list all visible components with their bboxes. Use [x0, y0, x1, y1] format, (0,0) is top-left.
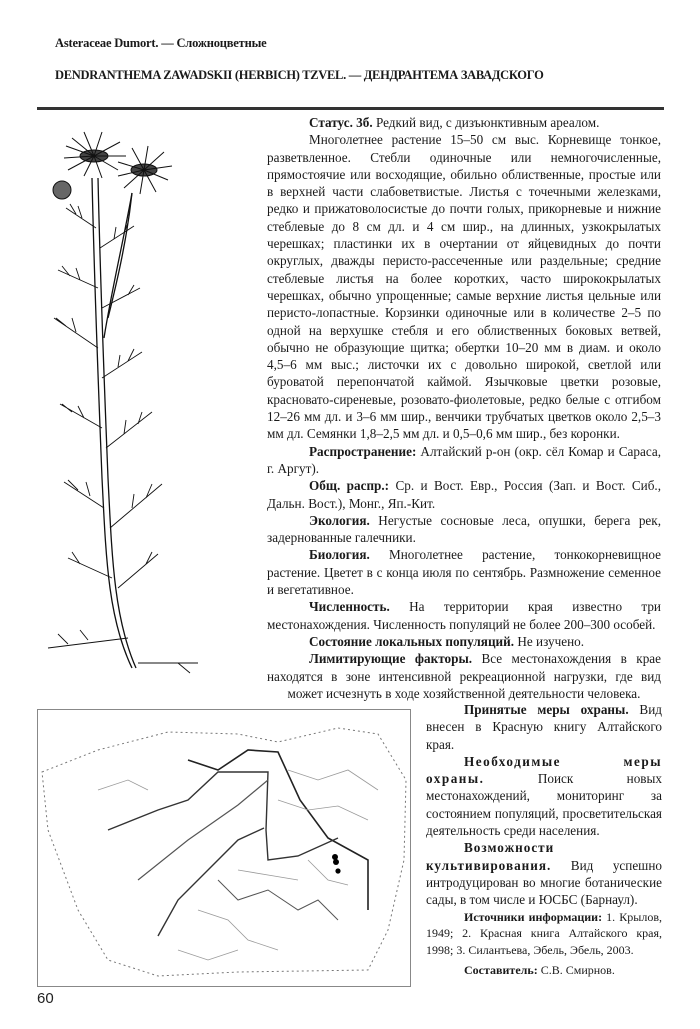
distribution-text: Алтайский р-он (окр. сёл Комар и Сараса, г. Аргут). [267, 443, 661, 476]
distribution-map [37, 709, 411, 987]
limiting-factors-text: Все местонахождения в крае находятся в зоне интенсивной рекреационной нагрузки, где вид может исчезнуть в ходе хозяйственной деятельности человека. [267, 651, 661, 701]
page-number: 60 [37, 990, 54, 1007]
abundance-text: На территории края известно три местонахождения. Численность популяций не более 200–300 особей. [267, 599, 661, 632]
local-populations-text: Не изучено. [514, 633, 585, 649]
sources-text: 1. Крылов, 1949; 2. Красная книга Алтайского края, 1998; 3. Силантьева, Эбель, Эбель, 2003. [426, 909, 662, 957]
cultivation-label: Возможности культивирования. [426, 840, 555, 873]
species-title: DENDRANTHEMA ZAWADSKII (HERBICH) TZVEL. — ДЕНДРАНТЕМА ЗАВАДСКОГО [55, 68, 544, 82]
side-text-column [426, 701, 662, 979]
header-rule [37, 107, 664, 110]
main-text-column [267, 114, 661, 702]
sources-label: Источники информации: [464, 909, 603, 924]
biology-label: Биология. [309, 547, 370, 563]
family-header: Asteraceae Dumort. — Сложноцветные [55, 36, 267, 50]
general-range-label: Общ. распр.: [309, 478, 390, 494]
measures-taken-text: Вид внесен в Красную книгу Алтайского края. [426, 702, 662, 752]
abundance-label: Численность. [309, 599, 390, 615]
distribution-label: Распространение: [309, 443, 417, 459]
status-label: Статус. 3б. [309, 115, 373, 130]
map-icon [38, 710, 410, 986]
ecology-text: Негустые сосновые леса, опушки, берега рек, задернованные галечники. [267, 512, 661, 546]
general-range-text: Ср. и Вост. Евр., Россия (Зап. и Вост. Сиб., Дальн. Вост.), Монг., Яп.-Кит. [267, 478, 662, 511]
measures-taken-label: Принятые меры охраны. [464, 702, 629, 717]
cultivation-text: Вид успешно интродуцирован во многие ботанические сады, в том числе и ЮСБС (Барнаул). [426, 857, 662, 908]
plant-illustration-icon [32, 118, 254, 690]
compiler-text: С.В. Смирнов. [537, 963, 615, 978]
measures-needed-label: Необходимые меры охраны. [426, 753, 662, 787]
biology-text: Многолетнее растение, тонкокорневищное растение. Цветет в с конца июля по сентябрь. Размножение семенное и вегетативное. [267, 547, 661, 598]
description-text: Многолетнее растение 15–50 см выс. Корневище тонкое, разветвленное. Стебли одиночные или немногочисленные, прямостоячие или восходящие, обильно облиственные, простые или в верхней части слабоветвистые. Листья с точечными железками, редко и прижатоволосистые до почти голых, прикорневые и нижние стеблевые до 8 см дл. и 4 см шир., на длинных, узкокрылатых черешках; пластинки их в очертании от яйцевидных до почти округлых, дважды перисто-рассеченные или раздельные; средние стеблевые листья на более коротких, часто ширококрылатых черешках, обычно упрощенные; самые верхние листья цельные или перисто-лопастные. Корзинки одиночные или в количестве 2–5 по одной на верхушке стебля и его облиственных боковых ветвей, обычно не образующие щитка; обертки 10–20 мм в диам. и около 4,5–6 мм выс.; листочки их с довольно широкой, светлой или буроватой перепончатой каймой. Язычковые цветки розовые, красновато-сиреневые, розовато-фиолетовые, редко белые с отгибом 12–26 мм дл. и 3–6 мм шир., венчики трубчатых цветков около 2,5–3 мм дл. Семянки 1,8–2,5 мм дл. и 0,5–0,6 мм шир., без коронки. [267, 132, 661, 442]
compiler-label: Составитель: [464, 963, 538, 978]
measures-needed-text: Поиск новых местонахождений, мониторинг за состоянием популяций, просветительская деятельность среди населения. [426, 771, 662, 839]
local-populations-label: Состояние локальных популяций. [309, 633, 515, 649]
ecology-label: Экология. [309, 512, 370, 528]
limiting-factors-label: Лимитирующие факторы. [309, 651, 473, 667]
status-text: Редкий вид, с дизъюнктивным ареалом. [372, 115, 600, 130]
